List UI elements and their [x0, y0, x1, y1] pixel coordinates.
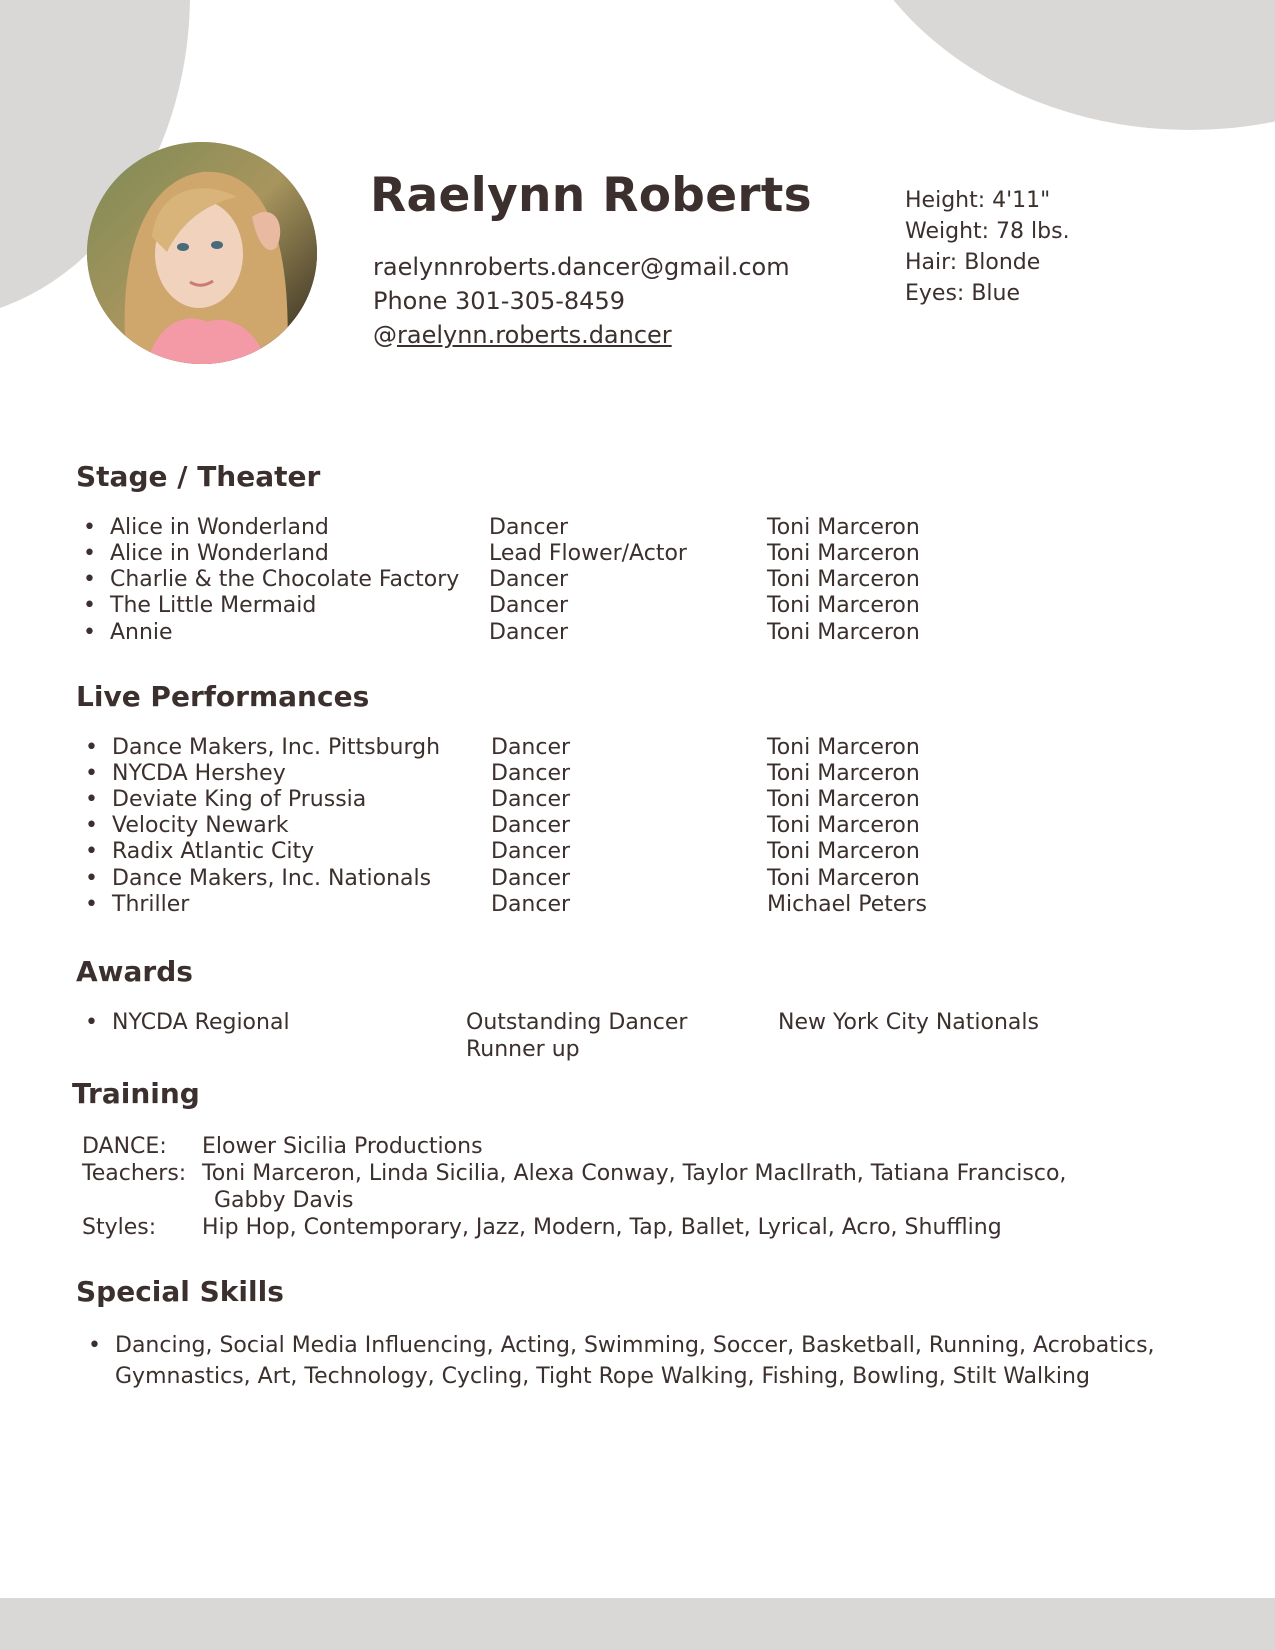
- bullet-glyph: •: [85, 1010, 98, 1035]
- stage-show: Charlie & the Chocolate Factory: [110, 567, 460, 592]
- height-stat: Height: 4'11": [905, 188, 1051, 213]
- live-director: Toni Marceron: [767, 813, 920, 838]
- live-director: Michael Peters: [767, 892, 927, 917]
- stage-show: Alice in Wonderland: [110, 515, 329, 540]
- live-role: Dancer: [491, 735, 571, 760]
- award-location: New York City Nationals: [778, 1010, 1039, 1035]
- live-show: Thriller: [112, 892, 190, 917]
- bullet-glyph: •: [85, 735, 98, 760]
- stage-role: Lead Flower/Actor: [489, 541, 687, 566]
- bullet-glyph: •: [83, 567, 96, 592]
- stage-role: Dancer: [489, 620, 569, 645]
- live-role: Dancer: [491, 892, 571, 917]
- award-event: NYCDA Regional: [112, 1010, 290, 1035]
- live-role: Dancer: [491, 813, 571, 838]
- stage-show: The Little Mermaid: [110, 593, 317, 618]
- stage-director: Toni Marceron: [767, 620, 920, 645]
- social-handle-link[interactable]: raelynn.roberts.dancer: [397, 321, 672, 349]
- training-dance-label: DANCE:: [82, 1134, 167, 1159]
- headshot-photo: [87, 142, 317, 364]
- social-prefix: @: [373, 321, 397, 349]
- live-show: Velocity Newark: [112, 813, 289, 838]
- live-role: Dancer: [491, 839, 571, 864]
- live-show: Dance Makers, Inc. Pittsburgh: [112, 735, 441, 760]
- physical-stats: [905, 185, 1070, 309]
- footer-band: [0, 1598, 1275, 1650]
- phone-text: Phone 301-305-8459: [373, 287, 625, 315]
- live-director: Toni Marceron: [767, 761, 920, 786]
- bullet-glyph: •: [85, 839, 98, 864]
- bullet-glyph: •: [85, 813, 98, 838]
- social-handle: [373, 318, 790, 352]
- live-director: Toni Marceron: [767, 787, 920, 812]
- award-title-cont: Runner up: [466, 1037, 580, 1062]
- section-title-awards: Awards: [76, 955, 193, 988]
- bullet-glyph: •: [83, 620, 96, 645]
- stage-role: Dancer: [489, 515, 569, 540]
- hair-stat: Hair: Blonde: [905, 250, 1041, 275]
- stage-show: Annie: [110, 620, 173, 645]
- live-director: Toni Marceron: [767, 866, 920, 891]
- bullet-glyph: •: [88, 1333, 101, 1358]
- live-role: Dancer: [491, 866, 571, 891]
- stage-director: Toni Marceron: [767, 593, 920, 618]
- bullet-glyph: •: [85, 866, 98, 891]
- bullet-glyph: •: [83, 593, 96, 618]
- bullet-glyph: •: [85, 892, 98, 917]
- eyes-stat: Eyes: Blue: [905, 281, 1021, 306]
- live-role: Dancer: [491, 761, 571, 786]
- stage-show: Alice in Wonderland: [110, 541, 329, 566]
- live-director: Toni Marceron: [767, 839, 920, 864]
- training-teachers-label: Teachers:: [82, 1161, 187, 1186]
- award-title: Outstanding Dancer: [466, 1010, 688, 1035]
- training-teachers-value: Toni Marceron, Linda Sicilia, Alexa Conway, Taylor MacIlrath, Tatiana Francisco,: [202, 1161, 1067, 1186]
- stage-role: Dancer: [489, 567, 569, 592]
- live-director: Toni Marceron: [767, 735, 920, 760]
- skills-item: [88, 1330, 1188, 1392]
- email-text[interactable]: raelynnroberts.dancer@gmail.com: [373, 253, 790, 281]
- candidate-name: Raelynn Roberts: [370, 168, 812, 223]
- section-title-stage: Stage / Theater: [76, 460, 321, 493]
- training-teachers-value-cont: Gabby Davis: [214, 1188, 354, 1213]
- bullet-glyph: •: [83, 515, 96, 540]
- training-styles-value: Hip Hop, Contemporary, Jazz, Modern, Tap, Ballet, Lyrical, Acro, Shuffling: [202, 1215, 1002, 1240]
- training-dance-value: Elower Sicilia Productions: [202, 1134, 483, 1159]
- section-title-skills: Special Skills: [76, 1275, 284, 1308]
- live-show: Radix Atlantic City: [112, 839, 315, 864]
- stage-director: Toni Marceron: [767, 541, 920, 566]
- live-role: Dancer: [491, 787, 571, 812]
- stage-role: Dancer: [489, 593, 569, 618]
- contact-block: [373, 250, 790, 352]
- bullet-glyph: •: [85, 761, 98, 786]
- section-title-live: Live Performances: [76, 680, 370, 713]
- decorative-circle-top-right: [830, 0, 1275, 130]
- skills-text: Dancing, Social Media Influencing, Acting, Swimming, Soccer, Basketball, Running, Acrobatics, Gymnastics, Art, Technology, Cycling, Tight Rope Walking, Fishing, Bowling, Stilt Walking: [115, 1333, 1155, 1389]
- bullet-glyph: •: [85, 787, 98, 812]
- live-show: Deviate King of Prussia: [112, 787, 367, 812]
- live-show: Dance Makers, Inc. Nationals: [112, 866, 432, 891]
- stage-director: Toni Marceron: [767, 567, 920, 592]
- bullet-glyph: •: [83, 541, 96, 566]
- live-show: NYCDA Hershey: [112, 761, 286, 786]
- stage-director: Toni Marceron: [767, 515, 920, 540]
- section-title-training: Training: [72, 1077, 200, 1110]
- training-styles-label: Styles:: [82, 1215, 157, 1240]
- weight-stat: Weight: 78 lbs.: [905, 219, 1070, 244]
